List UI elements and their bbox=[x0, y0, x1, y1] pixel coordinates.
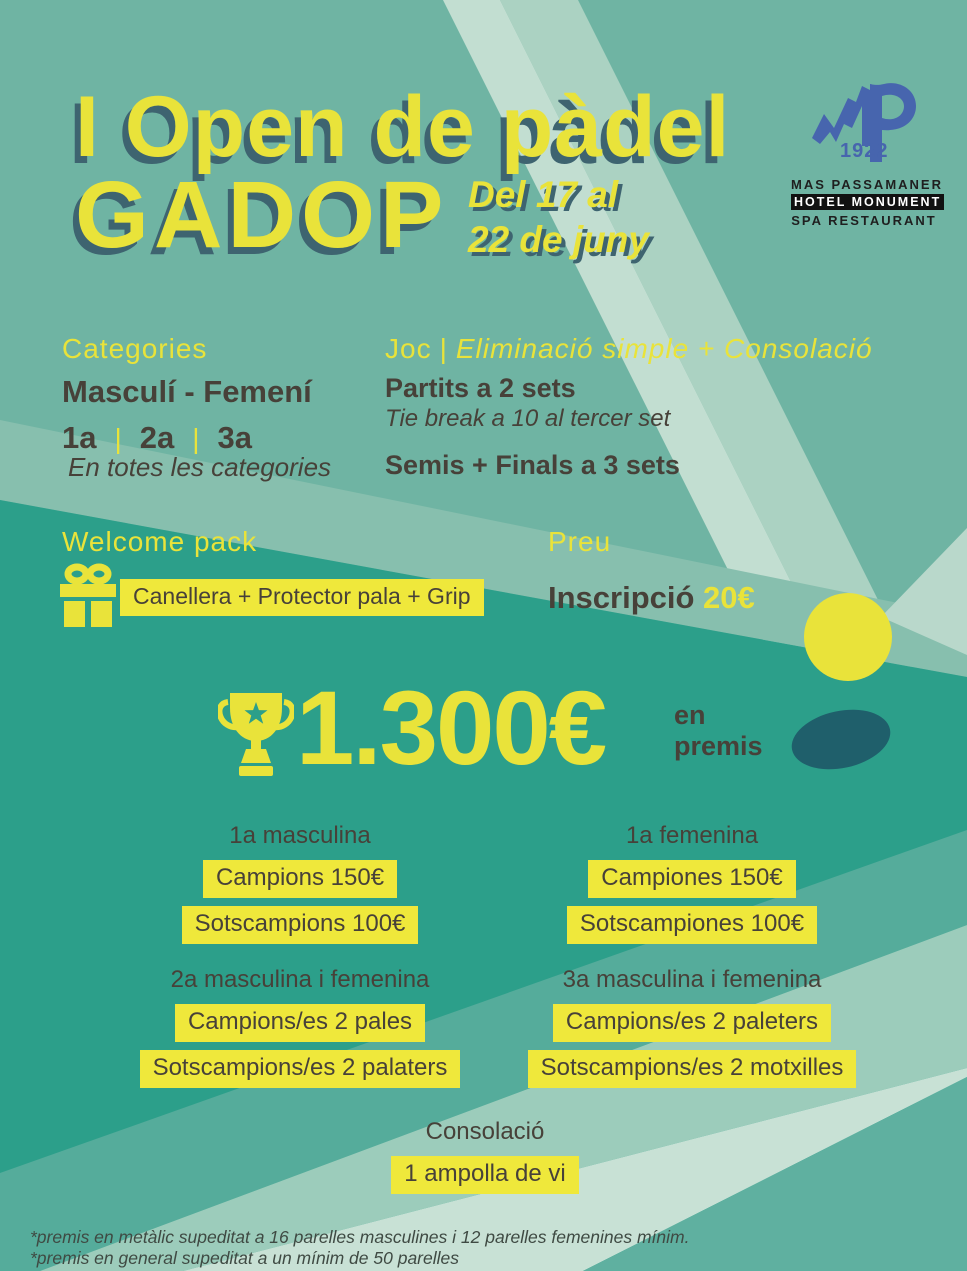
level-1a: 1a bbox=[62, 420, 97, 455]
prize-second: Sotscampions 100€ bbox=[182, 906, 419, 944]
game-rule1-note: Tie break a 10 al tercer set bbox=[385, 405, 671, 432]
game-heading-detail: Eliminació simple + Consolació bbox=[455, 333, 873, 364]
game-rule2: Semis + Finals a 3 sets bbox=[385, 450, 680, 480]
prize-suffix-line1: en bbox=[674, 700, 706, 730]
prize-category: 1a masculina bbox=[229, 822, 371, 849]
prize-group-consolacio bbox=[255, 1118, 715, 1194]
welcome-pack-contents: Canellera + Protector pala + Grip bbox=[120, 579, 484, 616]
game-heading-label: Joc bbox=[385, 333, 432, 364]
prize-first: Campions/es 2 pales bbox=[175, 1004, 425, 1042]
prize-category: 3a masculina i femenina bbox=[562, 966, 822, 993]
prize-suffix-line2: premis bbox=[674, 731, 763, 761]
categories-note: En totes les categories bbox=[68, 452, 332, 482]
level-separator: | bbox=[114, 423, 122, 454]
mp-monogram-icon bbox=[804, 76, 924, 168]
prize-category: 2a masculina i femenina bbox=[170, 966, 430, 993]
poster-title-line2: GADOP bbox=[75, 162, 449, 268]
prize-second: Sotscampions/es 2 palaters bbox=[140, 1050, 461, 1088]
prize-first: 1 ampolla de vi bbox=[391, 1156, 578, 1194]
logo-year: 1922 bbox=[840, 140, 889, 162]
game-heading-separator: | bbox=[439, 333, 448, 364]
logo-hotel-monument: HOTEL MONUMENT bbox=[791, 194, 944, 210]
level-2a: 2a bbox=[139, 420, 175, 455]
prize-second: Sotscampiones 100€ bbox=[567, 906, 817, 944]
footnote-line1: *premis en metàlic supeditat a 16 parelles masculines i 12 parelles femenines mínim. bbox=[30, 1227, 690, 1247]
prize-group-2a bbox=[70, 966, 530, 1088]
prize-category: Consolació bbox=[425, 1118, 545, 1145]
prize-second: Sotscampions/es 2 motxilles bbox=[528, 1050, 857, 1088]
event-dates bbox=[468, 172, 649, 262]
level-3a: 3a bbox=[217, 420, 253, 455]
prize-total: 1.300€ bbox=[296, 670, 606, 787]
yellow-circle-shape bbox=[804, 593, 892, 681]
prize-first: Campions 150€ bbox=[203, 860, 397, 898]
footnotes bbox=[30, 1227, 689, 1269]
prize-category: 1a femenina bbox=[625, 822, 759, 849]
gift-icon bbox=[60, 563, 116, 627]
welcome-pack-heading: Welcome pack bbox=[62, 526, 258, 557]
categories-heading: Categories bbox=[62, 333, 208, 364]
price-line bbox=[548, 580, 755, 616]
prize-first: Campiones 150€ bbox=[588, 860, 795, 898]
logo-spa-restaurant: SPA RESTAURANT bbox=[791, 213, 937, 228]
level-separator: | bbox=[192, 423, 200, 454]
trophy-icon bbox=[218, 688, 294, 780]
poster-title-line1: I Open de pàdel bbox=[75, 79, 731, 175]
game-rule1: Partits a 2 sets bbox=[385, 373, 576, 403]
prize-total-suffix bbox=[674, 700, 763, 762]
prize-group-1a-femenina bbox=[462, 822, 922, 944]
event-dates-line2: 22 de juny bbox=[468, 219, 649, 260]
event-dates-line1: Del 17 al bbox=[468, 174, 619, 215]
game-heading bbox=[385, 333, 873, 365]
price-heading: Preu bbox=[548, 526, 612, 557]
logo-hotel-name: MAS PASSAMANER bbox=[791, 177, 943, 192]
price-label: Inscripció bbox=[548, 580, 704, 615]
prize-group-1a-masculina bbox=[70, 822, 530, 944]
categories-levels bbox=[62, 420, 252, 456]
prize-group-3a bbox=[462, 966, 922, 1088]
footnote-line2: *premis en general supeditat a un mínim de 50 parelles bbox=[30, 1248, 459, 1268]
categories-genders: Masculí - Femení bbox=[62, 374, 312, 409]
hotel-logo bbox=[791, 76, 943, 228]
prize-first: Campions/es 2 paleters bbox=[553, 1004, 831, 1042]
price-amount: 20€ bbox=[703, 580, 755, 615]
